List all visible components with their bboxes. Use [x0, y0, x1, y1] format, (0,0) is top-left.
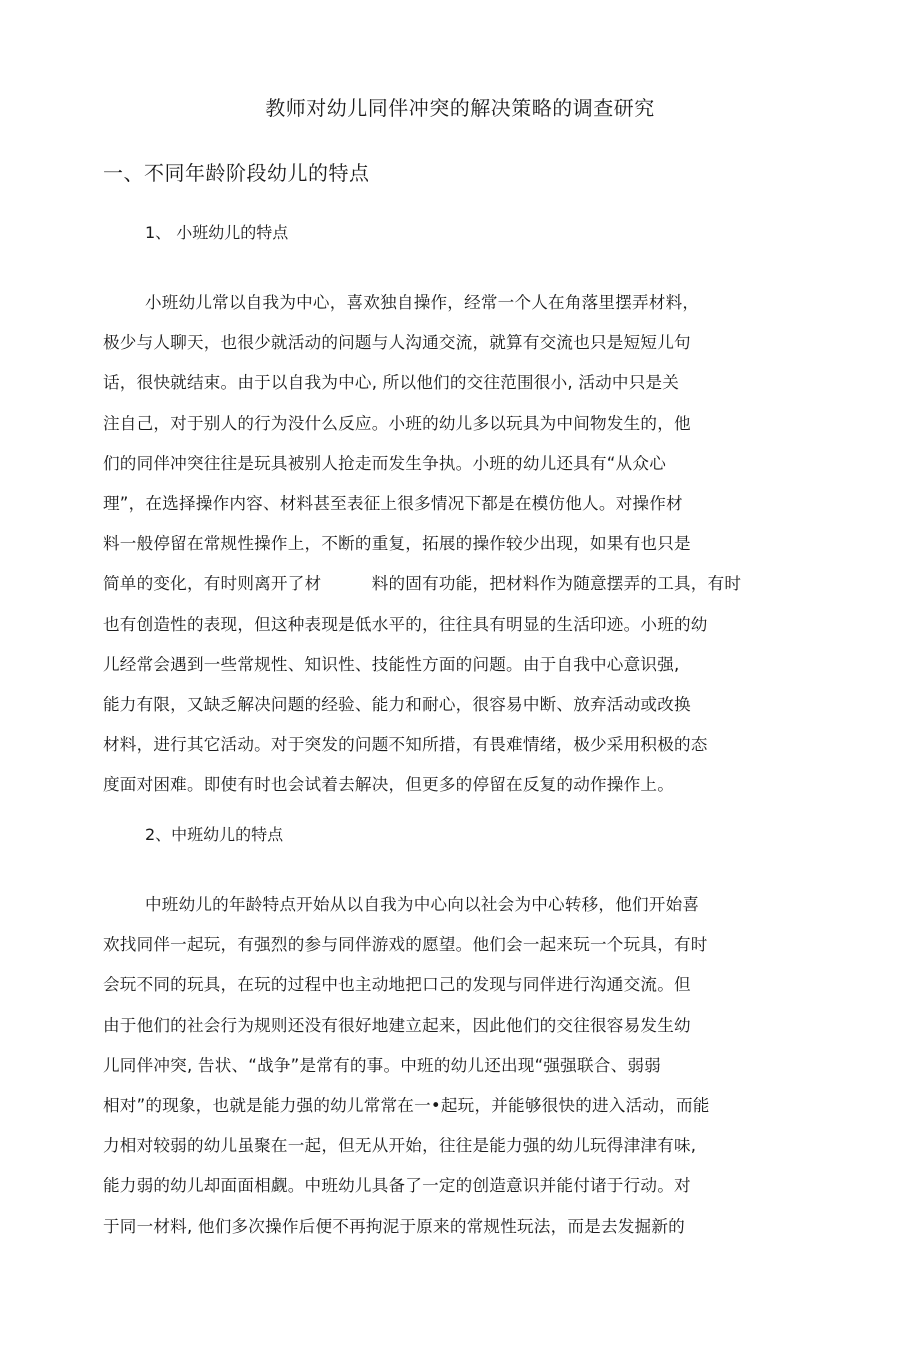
paragraph-line: 注自己，对于别人的行为没什么反应。小班的幼儿多以玩具为中间物发生的，他	[103, 413, 691, 433]
paragraph-line: 极少与人聊天，也很少就活动的问题与人沟通交流，就算有交流也只是短短儿句	[103, 333, 691, 353]
paragraph-line: 也有创造性的表现，但这种表现是低水平的，往往具有明显的生活印迹。小班的幼	[103, 614, 708, 634]
subsection-heading-small-class: 1、 小班幼儿的特点	[145, 223, 289, 242]
paragraph-line: 于同一材料, 他们多次操作后便不再拘泥于原来的常规性玩法，而是去发掘新的	[103, 1216, 685, 1236]
paragraph-line: 儿同伴冲突, 告状、“战争”是常有的事。中班的幼儿还出现“强强联合、弱弱	[103, 1055, 661, 1075]
paragraph-line: 力相对较弱的幼儿虽聚在一起，但无从开始，往往是能力强的幼儿玩得津津有味,	[103, 1136, 697, 1156]
paragraph-line: 会玩不同的玩具，在玩的过程中也主动地把口己的发现与同伴进行沟通交流。但	[103, 975, 691, 995]
paragraph-line: 们的同伴冲突往往是玩具被别人抢走而发生争执。小班的幼儿还具有“从众心	[103, 453, 666, 473]
paragraph-small-class	[103, 289, 823, 811]
paragraph-line: 儿经常会遇到一些常规性、知识性、技能性方面的问题。由于自我中心意识强,	[103, 654, 680, 674]
paragraph-line: 能力有限，又缺乏解决问题的经验、能力和耐心，很容易中断、放弃活动或改换	[103, 694, 691, 714]
paragraph-line: 中班幼儿的年龄特点开始从以自我为中心向以社会为中心转移，他们开始喜	[145, 895, 700, 914]
paragraph-line: 简单的变化，有时则离开了材 料的固有功能，把材料作为随意摆弄的工具，有时	[103, 574, 742, 594]
paragraph-line: 欢找同伴一起玩，有强烈的参与同伴游戏的愿望。他们会一起来玩一个玩具，有时	[103, 935, 708, 955]
section-heading: 一、不同年龄阶段幼儿的特点	[103, 161, 370, 185]
paragraph-line: 能力弱的幼儿却面面相觑。中班幼儿具备了一定的创造意识并能付诸于行动。对	[103, 1176, 691, 1196]
paragraph-line: 小班幼儿常以自我为中心，喜欢独自操作，经常一个人在角落里摆弄材料，	[145, 293, 700, 312]
paragraph-line: 相对”的现象，也就是能力强的幼儿常常在一•起玩，并能够很快的进入活动，而能	[103, 1095, 710, 1115]
paragraph-line: 理”，在选择操作内容、材料甚至表征上很多情况下都是在模仿他人。对操作材	[103, 493, 683, 513]
document-title: 教师对幼儿同伴冲突的解决策略的调查研究	[265, 96, 655, 120]
paragraph-line: 材料，进行其它活动。对于突发的问题不知所措，有畏难情绪，极少采用积极的态	[103, 735, 708, 755]
paragraph-line: 话，很快就结束。由于以自我为中心, 所以他们的交往范围很小, 活动中只是关	[103, 373, 680, 393]
paragraph-line: 度面对困难。即使有时也会试着去解决，但更多的停留在反复的动作操作上。	[103, 775, 674, 795]
paragraph-line: 料一般停留在常规性操作上，不断的重复，拓展的操作较少出现，如果有也只是	[103, 534, 691, 554]
subsection-heading-middle-class: 2、中班幼儿的特点	[145, 825, 284, 844]
paragraph-middle-class	[103, 891, 823, 1253]
paragraph-line: 由于他们的社会行为规则还没有很好地建立起来，因此他们的交往很容易发生幼	[103, 1015, 691, 1035]
